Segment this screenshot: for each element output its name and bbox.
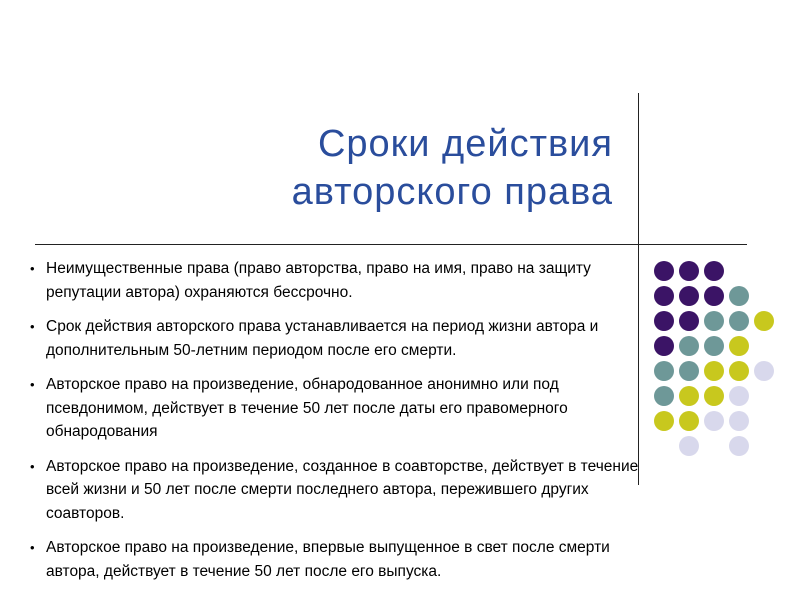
bullet-icon: • [30,261,35,276]
decor-dot-lavender [679,436,699,456]
decor-dot-lavender [729,411,749,431]
decor-dot-lavender [754,361,774,381]
decor-dot-purple [679,286,699,306]
slide-title [150,120,613,216]
bullet-item [22,373,642,444]
bullet-item [22,315,642,362]
decor-dot-lavender [729,386,749,406]
bullet-text: Авторское право на произведение, созданное в соавторстве, действует в течение всей жизни и 50 лет после смерти последнего автора, пережившего других соавторов. [46,457,639,522]
decor-dot-purple [654,311,674,331]
decor-dot-purple [654,336,674,356]
decor-dot-teal [704,336,724,356]
bullet-item [22,257,642,304]
title-line-1: Сроки действия [317,123,613,165]
bullet-icon: • [30,458,35,474]
horizontal-divider [35,244,747,245]
bullet-icon: • [30,319,35,334]
bullet-item [22,536,642,583]
decor-dot-teal [654,386,674,406]
bullet-text: Срок действия авторского права устанавливается на период жизни автора и дополнительным 50-летним периодом после его смерти. [46,318,599,359]
decor-dot-teal [704,311,724,331]
decor-dot-olive [729,361,749,381]
decor-dot-teal [729,311,749,331]
title-line-2: авторского права [291,171,613,213]
decor-dot-purple [704,261,724,281]
decor-dot-purple [704,286,724,306]
decor-dot-olive [704,361,724,381]
decor-dot-olive [704,386,724,406]
decor-dot-teal [729,286,749,306]
bullet-text: Авторское право на произведение, впервые выпущенное в свет после смерти автора, действует в течение 50 лет после его выпуска. [46,539,610,580]
decor-dot-teal [679,336,699,356]
decor-dot-lavender [704,411,724,431]
decor-dot-olive [679,386,699,406]
bullet-text: Авторское право на произведение, обнародованное анонимно или под псевдонимом, действует в течение 50 лет после даты его правомерного обнародования [46,376,568,440]
decor-dot-olive [679,411,699,431]
decor-dot-olive [729,336,749,356]
decor-dot-olive [754,311,774,331]
bullet-list [22,257,642,584]
decor-dot-teal [654,361,674,381]
decor-dot-purple [654,286,674,306]
bullet-item [22,455,642,526]
decor-dot-lavender [729,436,749,456]
bullet-icon: • [30,377,35,392]
bullet-icon: • [30,540,35,555]
decor-dot-olive [654,411,674,431]
decor-dot-teal [679,361,699,381]
decor-dot-purple [679,311,699,331]
decor-dot-purple [654,261,674,281]
decor-dot-purple [679,261,699,281]
bullet-text: Неимущественные права (право авторства, право на имя, право на защиту репутации автора) охраняются бессрочно. [46,260,591,301]
